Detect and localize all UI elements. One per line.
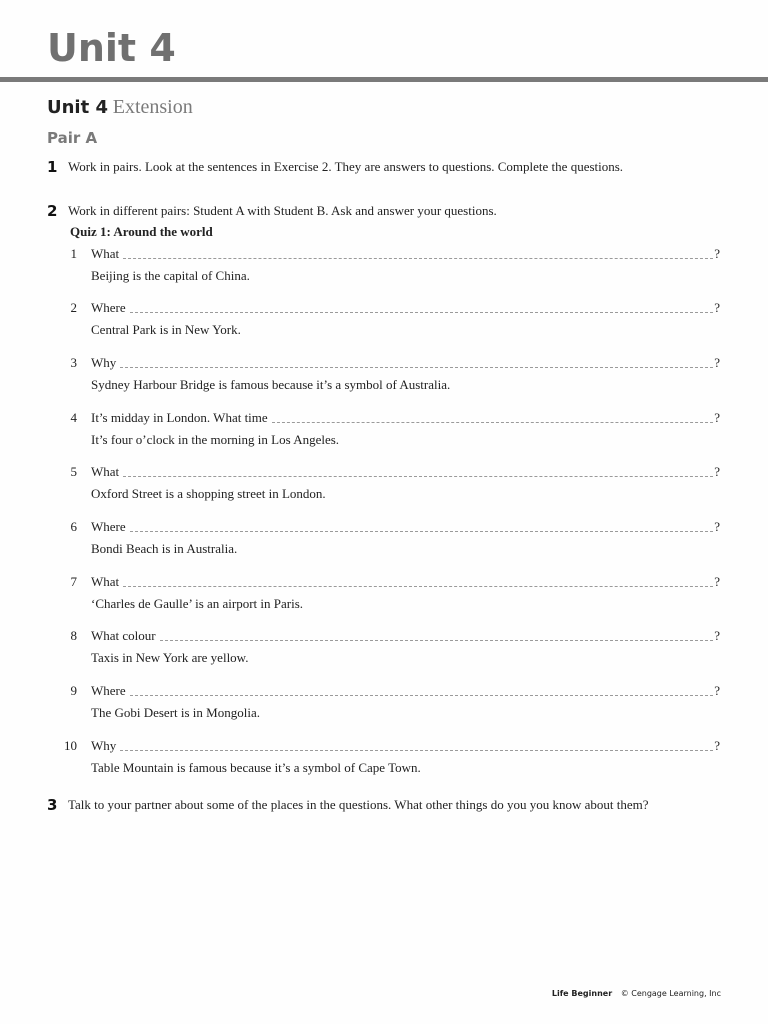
answer-blank[interactable] — [272, 411, 714, 423]
question-mark: ? — [714, 738, 720, 753]
quiz-question-9 — [60, 683, 720, 723]
question-prompt: Why — [91, 738, 117, 753]
question-prompt: Where — [91, 300, 126, 315]
question-line — [91, 246, 720, 262]
question-answer: ‘Charles de Gaulle’ is an airport in Paris. — [91, 596, 304, 611]
quiz-question-8 — [60, 628, 720, 668]
question-mark: ? — [714, 246, 720, 261]
answer-blank[interactable] — [120, 739, 713, 751]
question-prompt: What colour — [91, 628, 156, 643]
question-answer: Bondi Beach is in Australia. — [91, 541, 238, 556]
answer-blank[interactable] — [120, 356, 713, 368]
question-answer: Central Park is in New York. — [91, 322, 241, 337]
section-title — [47, 95, 193, 120]
page-title: Unit 4 — [47, 26, 176, 70]
section-extension-label: Extension — [112, 96, 193, 118]
question-number: 7 — [70, 574, 77, 589]
question-prompt: Where — [91, 683, 126, 698]
section-unit-label: Unit 4 — [47, 97, 108, 118]
question-number: 8 — [70, 628, 77, 643]
question-prompt: What — [91, 464, 120, 479]
question-answer: Table Mountain is famous because it’s a symbol of Cape Town. — [91, 760, 421, 775]
question-prompt: Why — [91, 355, 117, 370]
answer-blank[interactable] — [160, 629, 714, 641]
question-line — [91, 628, 720, 644]
question-line — [91, 300, 720, 316]
question-line — [91, 410, 720, 426]
question-mark: ? — [714, 464, 720, 479]
exercise-number: 1 — [47, 158, 58, 176]
question-line — [91, 355, 720, 371]
quiz-title: Quiz 1: Around the world — [70, 224, 213, 239]
answer-blank[interactable] — [123, 247, 713, 259]
exercise-instruction: Talk to your partner about some of the places in the questions. What other things do you you know about them? — [68, 797, 649, 812]
answer-blank[interactable] — [123, 465, 713, 477]
pair-label: Pair A — [47, 129, 98, 147]
exercise-3 — [47, 795, 727, 815]
answer-blank[interactable] — [130, 520, 714, 532]
question-prompt: What — [91, 574, 120, 589]
question-prompt: What — [91, 246, 120, 261]
question-mark: ? — [714, 410, 720, 425]
question-number: 5 — [70, 464, 77, 479]
question-answer: Sydney Harbour Bridge is famous because it’s a symbol of Australia. — [91, 377, 451, 392]
exercise-1 — [47, 157, 727, 177]
answer-blank[interactable] — [130, 301, 714, 313]
question-number: 6 — [70, 519, 77, 534]
question-mark: ? — [714, 574, 720, 589]
question-answer: The Gobi Desert is in Mongolia. — [91, 705, 260, 720]
question-number: 1 — [70, 246, 77, 261]
question-number: 10 — [64, 738, 77, 753]
question-number: 3 — [70, 355, 77, 370]
question-answer: Oxford Street is a shopping street in London. — [91, 486, 326, 501]
question-line — [91, 519, 720, 535]
question-mark: ? — [714, 300, 720, 315]
question-number: 4 — [70, 410, 77, 425]
question-line — [91, 574, 720, 590]
question-prompt: Where — [91, 519, 126, 534]
exercise-number: 2 — [47, 202, 58, 220]
question-mark: ? — [714, 519, 720, 534]
quiz-question-3 — [60, 355, 720, 395]
footer-credit — [552, 988, 721, 1000]
quiz-question-4 — [60, 410, 720, 450]
question-answer: Taxis in New York are yellow. — [91, 650, 249, 665]
answer-blank[interactable] — [130, 684, 714, 696]
question-answer: It’s four o’clock in the morning in Los Angeles. — [91, 432, 340, 447]
quiz-question-1 — [60, 246, 720, 286]
exercise-instruction: Work in pairs. Look at the sentences in Exercise 2. They are answers to questions. Complete the questions. — [68, 159, 624, 174]
question-mark: ? — [714, 628, 720, 643]
answer-blank[interactable] — [123, 575, 713, 587]
question-line — [91, 464, 720, 480]
question-mark: ? — [714, 355, 720, 370]
footer-book-title: Life Beginner — [551, 989, 613, 998]
question-line — [91, 738, 720, 754]
exercise-instruction: Work in different pairs: Student A with Student B. Ask and answer your questions. — [68, 203, 497, 218]
question-prompt: It’s midday in London. What time — [91, 410, 268, 425]
quiz-question-10 — [60, 738, 720, 778]
question-line — [91, 683, 720, 699]
exercise-2 — [47, 201, 727, 221]
header-rule — [0, 77, 768, 82]
question-mark: ? — [714, 683, 720, 698]
quiz-question-2 — [60, 300, 720, 340]
quiz-question-6 — [60, 519, 720, 559]
question-answer: Beijing is the capital of China. — [91, 268, 250, 283]
exercise-number: 3 — [47, 796, 58, 814]
question-number: 2 — [70, 300, 77, 315]
quiz-question-5 — [60, 464, 720, 504]
question-number: 9 — [70, 683, 77, 698]
quiz-question-7 — [60, 574, 720, 614]
footer-copyright: © Cengage Learning, Inc — [620, 989, 721, 998]
